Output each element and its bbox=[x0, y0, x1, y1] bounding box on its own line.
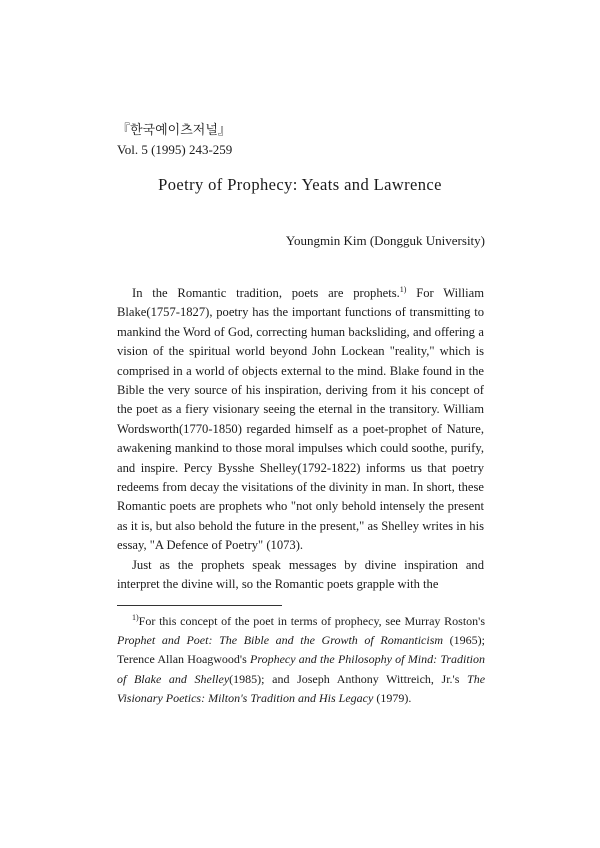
footnote-mark: 1) bbox=[132, 613, 139, 622]
footnote-text-4: (1979). bbox=[373, 690, 412, 705]
footnote-title-hoagwood: Prophecy and the Philosophy of Mind: Tradition of Blake and Shelley bbox=[117, 652, 486, 686]
journal-citation: Vol. 5 (1995) 243-259 bbox=[117, 142, 233, 157]
footnotes bbox=[117, 612, 485, 708]
paragraph-1-lead: In the Romantic tradition, poets are prophets. bbox=[132, 286, 400, 300]
footnote-reference-1[interactable]: 1) bbox=[399, 285, 407, 294]
footnote-title-wittreich: The Visionary Poetics: Milton's Tradition and His Legacy bbox=[117, 671, 486, 705]
article-author: Youngmin Kim (Dongguk University) bbox=[285, 233, 485, 248]
journal-header bbox=[117, 120, 232, 160]
footnote-title-roston: Prophet and Poet: The Bible and the Growth of Romanticism bbox=[117, 633, 444, 648]
body-paragraph-1 bbox=[117, 284, 484, 556]
footnote-1 bbox=[117, 612, 485, 708]
footnote-text-2: (1965); Terence Allan Hoagwood's bbox=[117, 633, 485, 667]
footnote-divider bbox=[117, 605, 282, 606]
body-paragraph-2: Just as the prophets speak messages by divine inspiration and interpret the divine will, so the Romantic poets grapple with the bbox=[117, 557, 484, 592]
journal-name: 『한국예이츠저널』 bbox=[117, 122, 231, 137]
article-body bbox=[117, 284, 484, 595]
footnote-text-3: (1985); and Joseph Anthony Wittreich, Jr.'s bbox=[229, 671, 468, 686]
article-title: Poetry of Prophecy: Yeats and Lawrence bbox=[158, 175, 442, 194]
footnote-text-1: For this concept of the poet in terms of prophecy, see Murray Roston's bbox=[138, 614, 485, 628]
paragraph-1-rest: For William Blake(1757-1827), poetry has the important functions of transmitting to mankind the Word of God, correcting human backsliding, and offering a vision of the spiritual world beyond John Lockean "reality," which is comprised in a world of objects external to the mind. Blake found in the Bible the very source of his inspiration, deriving from it his concept of the poet as a fiery visionary seeing the eternal in the transitory. William Wordsworth(1770-1850) regarded himself as a poet-prophet of Nature, awakening mankind to those moral impulses which could soothe, purify, and inspire. Percy Bysshe Shelley(1792-1822) informs us that poetry redeems from decay the visitations of the divinity in man. In short, these Romantic poets are prophets who "not only behold intensely the present as it is, but also behold the future in the present," as Shelley writes in his essay, "A Defence of Poetry" (1073). bbox=[117, 286, 485, 553]
